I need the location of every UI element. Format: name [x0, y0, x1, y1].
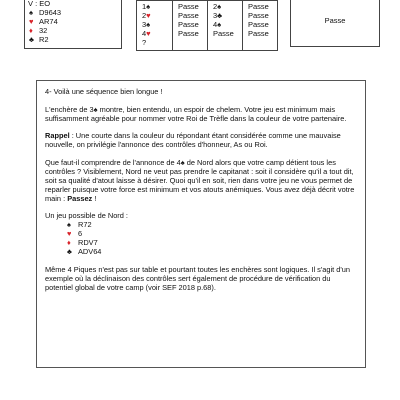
bid-cell: Passe — [178, 11, 199, 20]
spade-icon: ♠ — [180, 157, 185, 167]
bid-cell: Passe — [248, 20, 269, 29]
spade-icon: ♠ — [67, 220, 71, 230]
paragraph-north-bid: Que faut-il comprendre de l'annonce de 4♠ de Nord alors que votre camp détient tous les contrôles ? Visiblement, Nord ne veut pas prendre le capitanat : soit il considère qu'il a tout dit, soit sa qualité d'atout laisse à désirer. Quoi qu'il en soit, rien dans votre jeu ne vous permet de reparler puisque votre force est minimum et vos atouts anémiques. Vous avez déjà décrit votre main : Passez ! — [45, 157, 355, 203]
club-icon: ♣ — [29, 35, 34, 44]
north-hand — [45, 220, 359, 256]
bid-cell: Passe — [213, 29, 234, 38]
hand-line-spades: ♠ D9643 — [29, 8, 62, 17]
bid-cell: ? — [142, 38, 147, 47]
spade-icon: ♠ — [217, 20, 222, 29]
hand-line-diamonds: ♦ 32 — [29, 26, 48, 35]
bid-column-ouest — [172, 0, 208, 50]
spade-icon: ♠ — [217, 2, 222, 11]
club-icon: ♣ — [67, 247, 72, 257]
bid-column-sud — [137, 0, 172, 50]
bid-column-nord — [207, 0, 243, 50]
hand-line-hearts: ♥ AR74 — [29, 17, 58, 26]
bid-cell: 2♠ — [213, 2, 222, 11]
answer-box — [290, 0, 380, 47]
pass-emphasis: Passez — [67, 193, 93, 203]
north-hand-clubs: ♣ ADV64 — [67, 247, 102, 257]
bid-cell: 1♠ — [142, 2, 151, 11]
bidding-table — [136, 0, 278, 51]
bid-cell: Passe — [248, 2, 269, 11]
north-hand-spades: ♠ R72 — [67, 220, 92, 230]
paragraph-conclusion: Même 4 Piques n'est pas sur table et pourtant toutes les enchères sont logiques. Il s'agit d'un exemple où la déclinaison des contrôles sert également de procédure de vérification du potentiel global de votre camp (voir SEF 2018 p.68). — [45, 265, 350, 293]
diamond-icon: ♦ — [29, 26, 33, 35]
heart-icon: ♥ — [29, 17, 34, 26]
heart-icon: ♥ — [146, 11, 151, 20]
bid-cell: Passe — [248, 11, 269, 20]
paragraph-rappel: Rappel : Une courte dans la couleur du répondant étant considérée comme une mauvaise nouvelle, on privilégie l'annonce des contrôles d'honneur, As ou Roi. — [45, 131, 341, 150]
bid-cell: 4♥ — [142, 29, 151, 38]
club-icon: ♣ — [217, 11, 223, 20]
north-hand-intro: Un jeu possible de Nord : — [45, 211, 128, 221]
paragraph-bid-meaning: L'enchère de 3♠ montre, bien entendu, un espoir de chelem. Votre jeu est minimum mais suffisamment agréable pour nommer votre Roi de Trèfle dans la couleur de votre partenaire. — [45, 104, 347, 123]
north-hand-hearts: ♥ 6 — [67, 229, 83, 239]
section-title: 4- Voilà une séquence bien longue ! — [45, 87, 163, 96]
north-hand-diamonds: ♦ RDV7 — [67, 238, 98, 248]
answer-text: Passe — [324, 16, 346, 25]
spade-icon: ♠ — [146, 2, 151, 11]
bid-cell: Passe — [178, 29, 199, 38]
hand-line-clubs: ♣ R2 — [29, 35, 49, 44]
spade-icon: ♠ — [146, 20, 151, 29]
bid-cell: 4♠ — [213, 20, 222, 29]
diamond-icon: ♦ — [67, 238, 71, 248]
bid-cell: Passe — [178, 2, 199, 11]
spade-icon: ♠ — [29, 8, 33, 17]
bid-cell: Passe — [248, 29, 269, 38]
heart-icon: ♥ — [146, 29, 151, 38]
vulnerability-label: V : EO — [28, 0, 51, 8]
bid-cell: 2♥ — [142, 11, 151, 20]
bid-cell: 3♣ — [213, 11, 223, 20]
rappel-label: Rappel — [45, 131, 70, 141]
explanation-box — [36, 80, 366, 368]
hand-diagram — [24, 0, 122, 49]
bid-cell: 3♠ — [142, 20, 151, 29]
bid-cell: Passe — [178, 20, 199, 29]
heart-icon: ♥ — [67, 229, 72, 239]
bid-column-est — [242, 0, 278, 50]
spade-icon: ♠ — [93, 104, 98, 114]
